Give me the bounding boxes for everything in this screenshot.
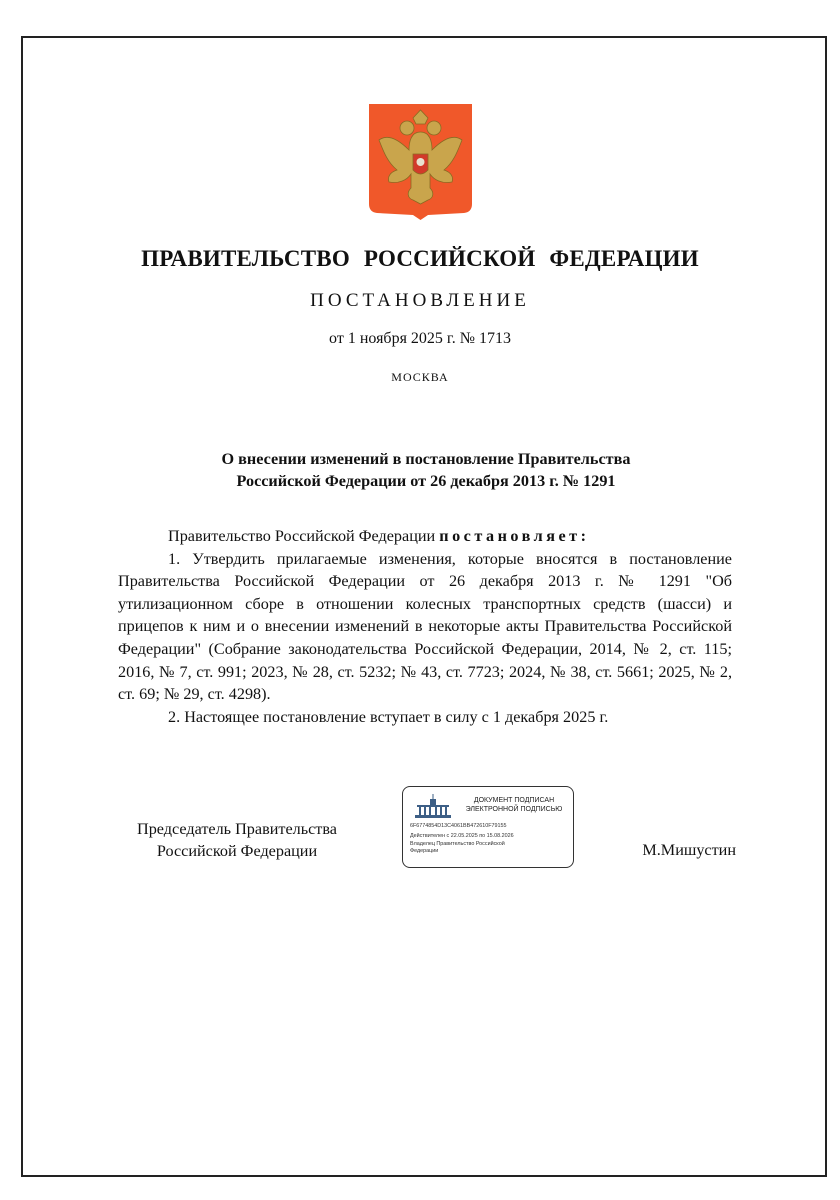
coat-of-arms-icon — [369, 104, 472, 220]
document-subject — [120, 448, 732, 492]
position-line: Российской Федерации — [156, 842, 318, 860]
document-date-number: от 1 ноября 2025 г. № 1713 — [329, 330, 511, 347]
item-2-paragraph: 2. Настоящее постановление вступает в силу с 1 декабря 2025 г. — [168, 707, 609, 726]
certificate-owner: Владелец Правительство Российской — [410, 841, 505, 847]
stamp-heading-line: ЭЛЕКТРОННОЙ ПОДПИСЬЮ — [465, 806, 563, 813]
item-1-paragraph: 1. Утвердить прилагаемые изменения, которые вносятся в постановление Правительства Российской Федерации от 26 декабря 2013 г. № 1291 "Об утилизационном сборе в отношении колесных транспортных средств (шасси) и прицепов к ним и о внесении изменений в некоторые акты Правительства Российской Федерации" (Собрание законодательства Российской Федерации, 2014, № 2, ст. 115; 2016, № 7, ст. 991; 2023, № 28, ст. 5232; № 43, ст. 7723; 2024, № 38, ст. 5661; 2025, № 2, ст. 69; № 29, ст. 4298). — [118, 549, 732, 704]
stamp-heading — [459, 796, 569, 814]
government-title: ПРАВИТЕЛЬСТВО РОССИЙСКОЙ ФЕДЕРАЦИИ — [141, 246, 699, 271]
certificate-validity: Действителен с 22.05.2025 по 15.08.2026 — [410, 833, 514, 839]
document-body — [118, 525, 732, 728]
document-type: ПОСТАНОВЛЕНИЕ — [310, 290, 530, 311]
electronic-signature-stamp — [402, 786, 574, 868]
signatory-name: М.Мишустин — [642, 841, 736, 859]
government-building-icon — [413, 793, 453, 819]
document-city: МОСКВА — [391, 370, 449, 384]
certificate-owner: Федерации — [410, 848, 439, 854]
subject-line: Российской Федерации от 26 декабря 2013 г. № 1291 — [236, 472, 616, 490]
certificate-serial: 6F6774854D13C4061BB472610F79155 — [410, 823, 507, 829]
intro-paragraph — [118, 525, 732, 548]
subject-line: О внесении изменений в постановление Правительства — [221, 450, 631, 468]
resolution-verb: постановляет: — [439, 527, 590, 545]
position-line: Председатель Правительства — [137, 820, 337, 838]
intro-text: Правительство Российской Федерации — [168, 527, 436, 545]
signatory-position — [110, 818, 364, 862]
stamp-heading-line: ДОКУМЕНТ ПОДПИСАН — [473, 797, 555, 804]
